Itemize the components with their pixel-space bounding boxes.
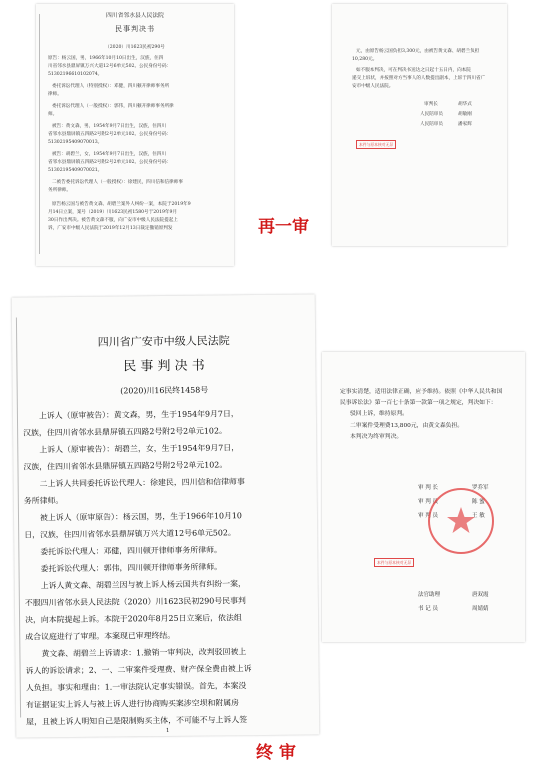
binding-edge — [16, 318, 21, 718]
final-line: 上诉人（原审被告）：黄文森，男，生于1954年9月7日， — [38, 409, 239, 421]
signature-name: 唐双霞 — [472, 592, 489, 598]
retrial-line: 委托诉讼代理人（一般授权）：郭伟，四川顿开律师事务所律 — [52, 104, 174, 109]
court-seal — [428, 488, 494, 554]
final-line: 二上诉人共同委托诉讼代理人：徐建民，四川信和信律师事 — [39, 477, 245, 489]
final-line: 人负担。事实和理由：1.一审法院认定事实错误。首先，本案没 — [25, 681, 247, 693]
final-line: 黄文森、胡碧兰上诉请求：1.撤销一审判决，改判驳回被上 — [41, 647, 247, 659]
final-judgment-page-2 — [322, 352, 525, 642]
retrial-doc-type: 民事判决书 — [115, 25, 155, 33]
final-line: 民事诉讼法》第一百七十条第一款第一项之规定，判决如下： — [340, 400, 497, 406]
final-line: 务所律师。 — [23, 496, 64, 506]
final-line: 不服四川省邻水县人民法院（2020）川1623民初290号民事判 — [24, 596, 246, 608]
court-seal-emblem — [430, 490, 492, 552]
final-case-number: (2020)川16民终1458号 — [120, 385, 209, 396]
final-line: 本判决为终审判决。 — [350, 434, 403, 440]
retrial-line: 原告杨云国与被告黄文森、胡碧兰案外人纠纷一案，本院于2019年9 — [52, 202, 191, 207]
signature-name: 陈 蜜 — [472, 499, 485, 505]
retrial-line: 51302195409070013。 — [48, 140, 103, 145]
retrial-line: 元，由原告杨云国负担3,300元，由被告黄文森、胡碧兰负担 — [356, 49, 480, 54]
retrial-line: 务所律师。 — [48, 188, 71, 193]
signature-name: 胡敏刚 — [458, 112, 472, 117]
signature-role: 人民陪审员 — [420, 122, 443, 127]
retrial-line: 如不服本判决，可在判决书送达之日起十五日内，向本院 — [356, 68, 471, 73]
retrial-line: 30日作出判决。被告黄文森不服，向广安市中级人民法院提起上 — [48, 218, 178, 223]
final-line: 汉族，住四川省邻水县鼎屏镇五四路2号附2号2单元102。 — [23, 460, 228, 472]
retrial-line: 省邻水县鼎屏镇五四路2号附2号2单元102。公民身份号码： — [48, 132, 172, 137]
final-line: 定事实清楚，适用法律正确，应予维持。依照《中华人民共和国 — [340, 389, 503, 395]
final-line: 决，向本院提起上诉。本院于2020年8月25日立案后，依法组 — [25, 613, 242, 625]
signature-name: 王 敏 — [472, 513, 485, 519]
retrial-line: 师。 — [48, 112, 58, 117]
retrial-line: 51302196610102074。 — [48, 72, 103, 77]
final-line: 二审案件受理费13,800元，由黄文森负担。 — [350, 423, 464, 429]
final-line: 日，汉族，住四川省邻水县鼎屏镇万兴大道12号6单元502。 — [24, 528, 236, 540]
retrial-judgment-page-2 — [332, 4, 507, 246]
retrial-line: 被告：黄文森，男，1954年9月7日出生，汉族，住四川 — [52, 124, 167, 129]
page-number: 1 — [165, 727, 170, 735]
final-court-name: 四川省广安市中级人民法院 — [97, 334, 230, 349]
signature-role: 法官助理 — [418, 592, 441, 598]
signature-name: 潘家辉 — [458, 122, 472, 127]
signature-role: 书 记 员 — [418, 606, 438, 612]
retrial-line: 51302195409070021。 — [48, 168, 103, 173]
final-line: 上诉人（原审被告）：胡碧兰，女，生于1954年9月7日， — [39, 443, 240, 455]
signature-name: 胡华式 — [458, 102, 472, 107]
final-line: 成合议庭进行了审理。本案现已审理终结。 — [25, 630, 176, 642]
signature-role: 人民陪审员 — [420, 112, 443, 117]
final-line: 委托诉讼代理人：郭伟，四川顿开律师事务所律师。 — [40, 562, 223, 574]
signature-role: 审 判 长 — [418, 485, 438, 491]
final-doc-type: 民 事 判 决 书 — [123, 358, 205, 375]
retrial-line: 安市中级人民法院。 — [352, 84, 394, 89]
final-line: 有证据证实上诉人与被上诉人进行协商购买案涉空坝和附属房 — [25, 698, 240, 710]
final-label: 终 审 — [256, 743, 296, 763]
retrial-line: 被告：胡碧兰，女，1954年9月7日出生，汉族，住四川 — [52, 152, 167, 157]
signature-role: 审 判 员 — [418, 513, 438, 519]
final-line: 汉族，住四川省邻水县鼎屏镇五四路2号附2号2单元102。 — [23, 426, 227, 438]
signature-name: 周婧婧 — [472, 606, 489, 612]
final-line: 被上诉人（原审原告）：杨云国，男，生于1966年10月10 — [39, 511, 242, 523]
final-line: 上诉人黄文森、胡碧兰因与被上诉人杨云国共有纠纷一案， — [40, 579, 246, 591]
retrial-line: 委托诉讼代理人（特别授权）：邓健，四川顿开律师事务所 — [52, 84, 170, 89]
retrial-label: 再一审 — [258, 217, 309, 237]
retrial-line: 10,280元。 — [352, 57, 378, 62]
verification-stamp: 本件与原本核对无异 — [374, 558, 414, 567]
retrial-court-name: 四川省邻水县人民法院 — [106, 13, 164, 19]
final-line: 委托诉讼代理人：邓健，四川顿开律师事务所律师。 — [40, 545, 222, 557]
final-line: 屋，且被上诉人明知自己是限制购买主体，不可能不与上诉人签 — [26, 715, 248, 727]
final-judgment-page-1 — [12, 294, 320, 737]
retrial-line: 二被告委托诉讼代理人（一般授权）：徐建民，四川信和信律师事 — [52, 180, 183, 185]
retrial-line: 律师。 — [48, 92, 62, 97]
retrial-line: 月14日立案，案号（2019）川1623民初1580号于2019年9月 — [48, 210, 178, 215]
retrial-line: 川省邻水县鼎屏镇万兴大道12号6单元502。公民身份号码： — [48, 64, 172, 69]
retrial-line: 省邻水县鼎屏镇五四路2号附2号2单元102。公民身份号码： — [48, 160, 172, 165]
final-line: 驳回上诉，维持原判。 — [350, 411, 408, 417]
retrial-judgment-page-1 — [36, 4, 234, 266]
signature-role: 审判长 — [424, 102, 438, 107]
retrial-line: 诉，广安市中级人民法院于2019年12月13日裁定撤销原判发 — [48, 226, 173, 231]
retrial-line: 递交上诉状，并按照对方当事人的人数提出副本，上诉于四川省广 — [352, 76, 486, 81]
signature-name: 罗乔军 — [472, 485, 489, 491]
final-line: 诉人的诉讼请求；2、一、二审案件受理费、财产保全费由被上诉 — [25, 664, 252, 676]
signature-role: 审 判 员 — [418, 499, 438, 505]
verification-stamp: 本件与原本核对无异 — [356, 140, 396, 149]
retrial-case-number: （2020）川1623民初290号 — [105, 45, 165, 50]
retrial-line: 原告：杨云国，男，1966年10月10日出生，汉族，住四 — [48, 56, 164, 61]
